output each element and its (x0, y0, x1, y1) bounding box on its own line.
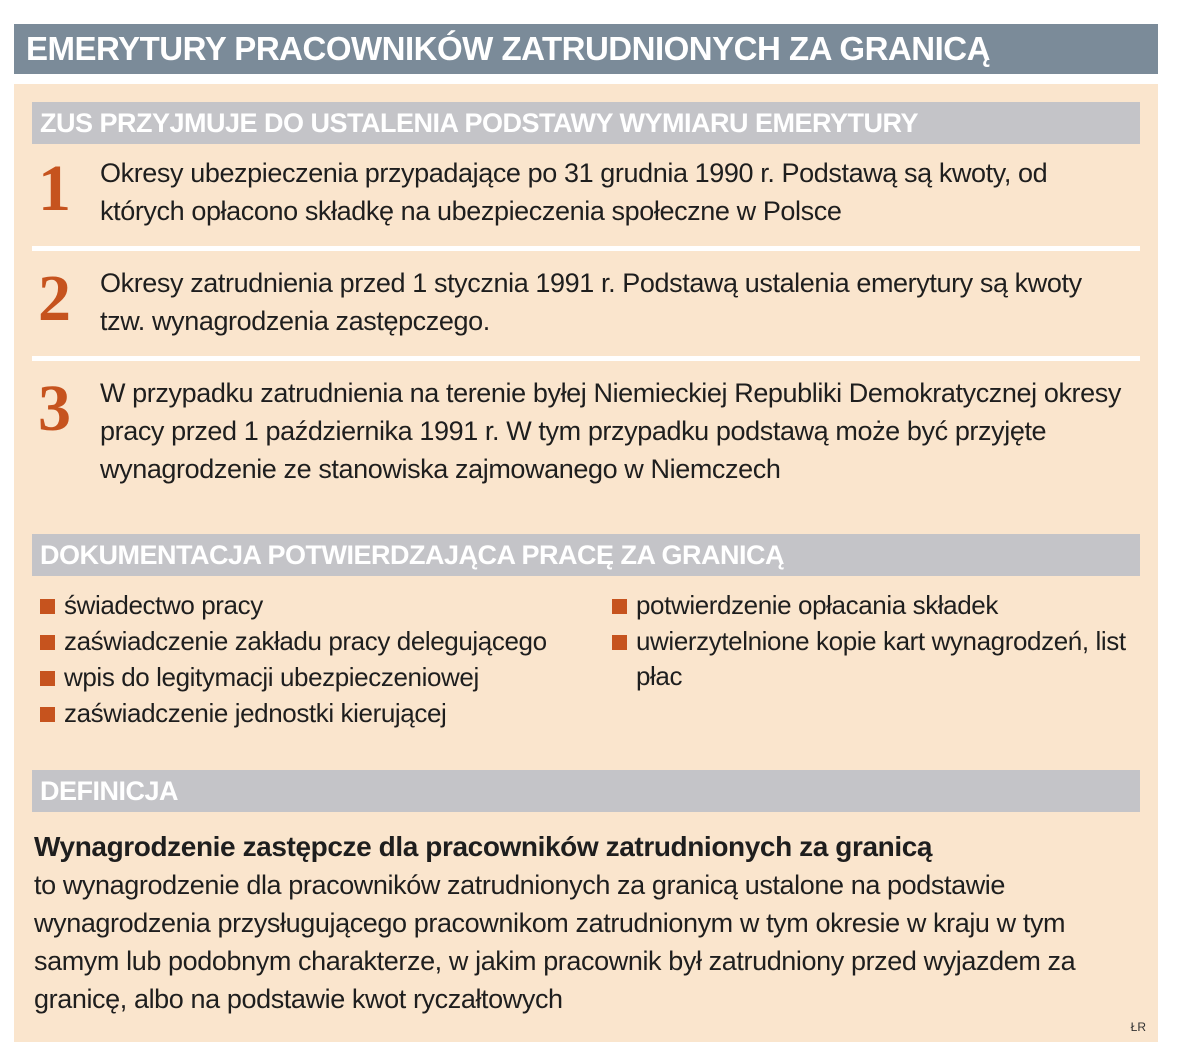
step-text: W przypadku zatrudnienia na terenie byłej Niemieckiej Republiki Demokratycznej okresy pracy przed 1 października 1991 r. W tym przypadku podstawą może być przyjęte wynagrodzenie ze stanowiska zajmowanego w Niemczech (100, 378, 1121, 484)
bullet-square-icon (40, 707, 55, 722)
bullet-square-icon (612, 635, 627, 650)
step-item-2 (32, 264, 1140, 354)
list-item-label: świadectwo pracy (64, 590, 263, 620)
bullet-square-icon (40, 599, 55, 614)
list-item (36, 696, 596, 731)
list-item-label: zaświadczenie zakładu pracy delegującego (64, 626, 547, 656)
page-title: EMERYTURY PRACOWNIKÓW ZATRUDNIONYCH ZA GRANICĄ (14, 24, 1158, 74)
section-title-basis: ZUS PRZYJMUJE DO USTALENIA PODSTAWY WYMIARU EMERYTURY (32, 102, 1140, 144)
step-text: Okresy zatrudnienia przed 1 stycznia 1991 r. Podstawą ustalenia emerytury są kwoty tzw. wynagrodzenia zastępczego. (100, 268, 1082, 336)
definition-body: to wynagrodzenie dla pracowników zatrudnionych za granicą ustalone na podstawie wynagrodzenia przysługującego pracownikom zatrudnionym w tym okresie w kraju w tym samym lub podobnym charakterze, w jakim pracownik był zatrudniony przed wyjazdem za granicę, albo na podstawie kwot ryczałtowych (34, 870, 1076, 1014)
step-item-3 (32, 374, 1140, 504)
divider (32, 246, 1140, 251)
list-item (36, 660, 596, 695)
step-number: 2 (38, 262, 71, 335)
step-text: Okresy ubezpieczenia przypadające po 31 grudnia 1990 r. Podstawą są kwoty, od których opłacono składkę na ubezpieczenia społeczne w Polsce (100, 158, 1048, 226)
author-credit: ŁR (1130, 1020, 1146, 1034)
section-title-documents: DOKUMENTACJA POTWIERDZAJĄCA PRACĘ ZA GRANICĄ (32, 534, 1140, 576)
documents-list-right (608, 588, 1138, 695)
list-item (608, 588, 1138, 623)
documents-list-left (36, 588, 596, 732)
list-item (36, 624, 596, 659)
list-item-label: potwierdzenie opłacania składek (636, 590, 998, 620)
step-number: 1 (38, 152, 71, 225)
infographic-panel (14, 84, 1158, 1042)
section-title-definition: DEFINICJA (32, 770, 1140, 812)
definition-term: Wynagrodzenie zastępcze dla pracowników zatrudnionych za granicą (34, 831, 933, 862)
list-item (36, 588, 596, 623)
list-item-label: uwierzytelnione kopie kart wynagrodzeń, list płac (636, 626, 1126, 691)
step-number: 3 (38, 372, 71, 445)
bullet-square-icon (40, 671, 55, 686)
step-item-1 (32, 154, 1140, 244)
bullet-square-icon (40, 635, 55, 650)
list-item (608, 624, 1138, 694)
divider (32, 356, 1140, 361)
list-item-label: zaświadczenie jednostki kierującej (64, 698, 447, 728)
list-item-label: wpis do legitymacji ubezpieczeniowej (64, 662, 479, 692)
bullet-square-icon (612, 599, 627, 614)
